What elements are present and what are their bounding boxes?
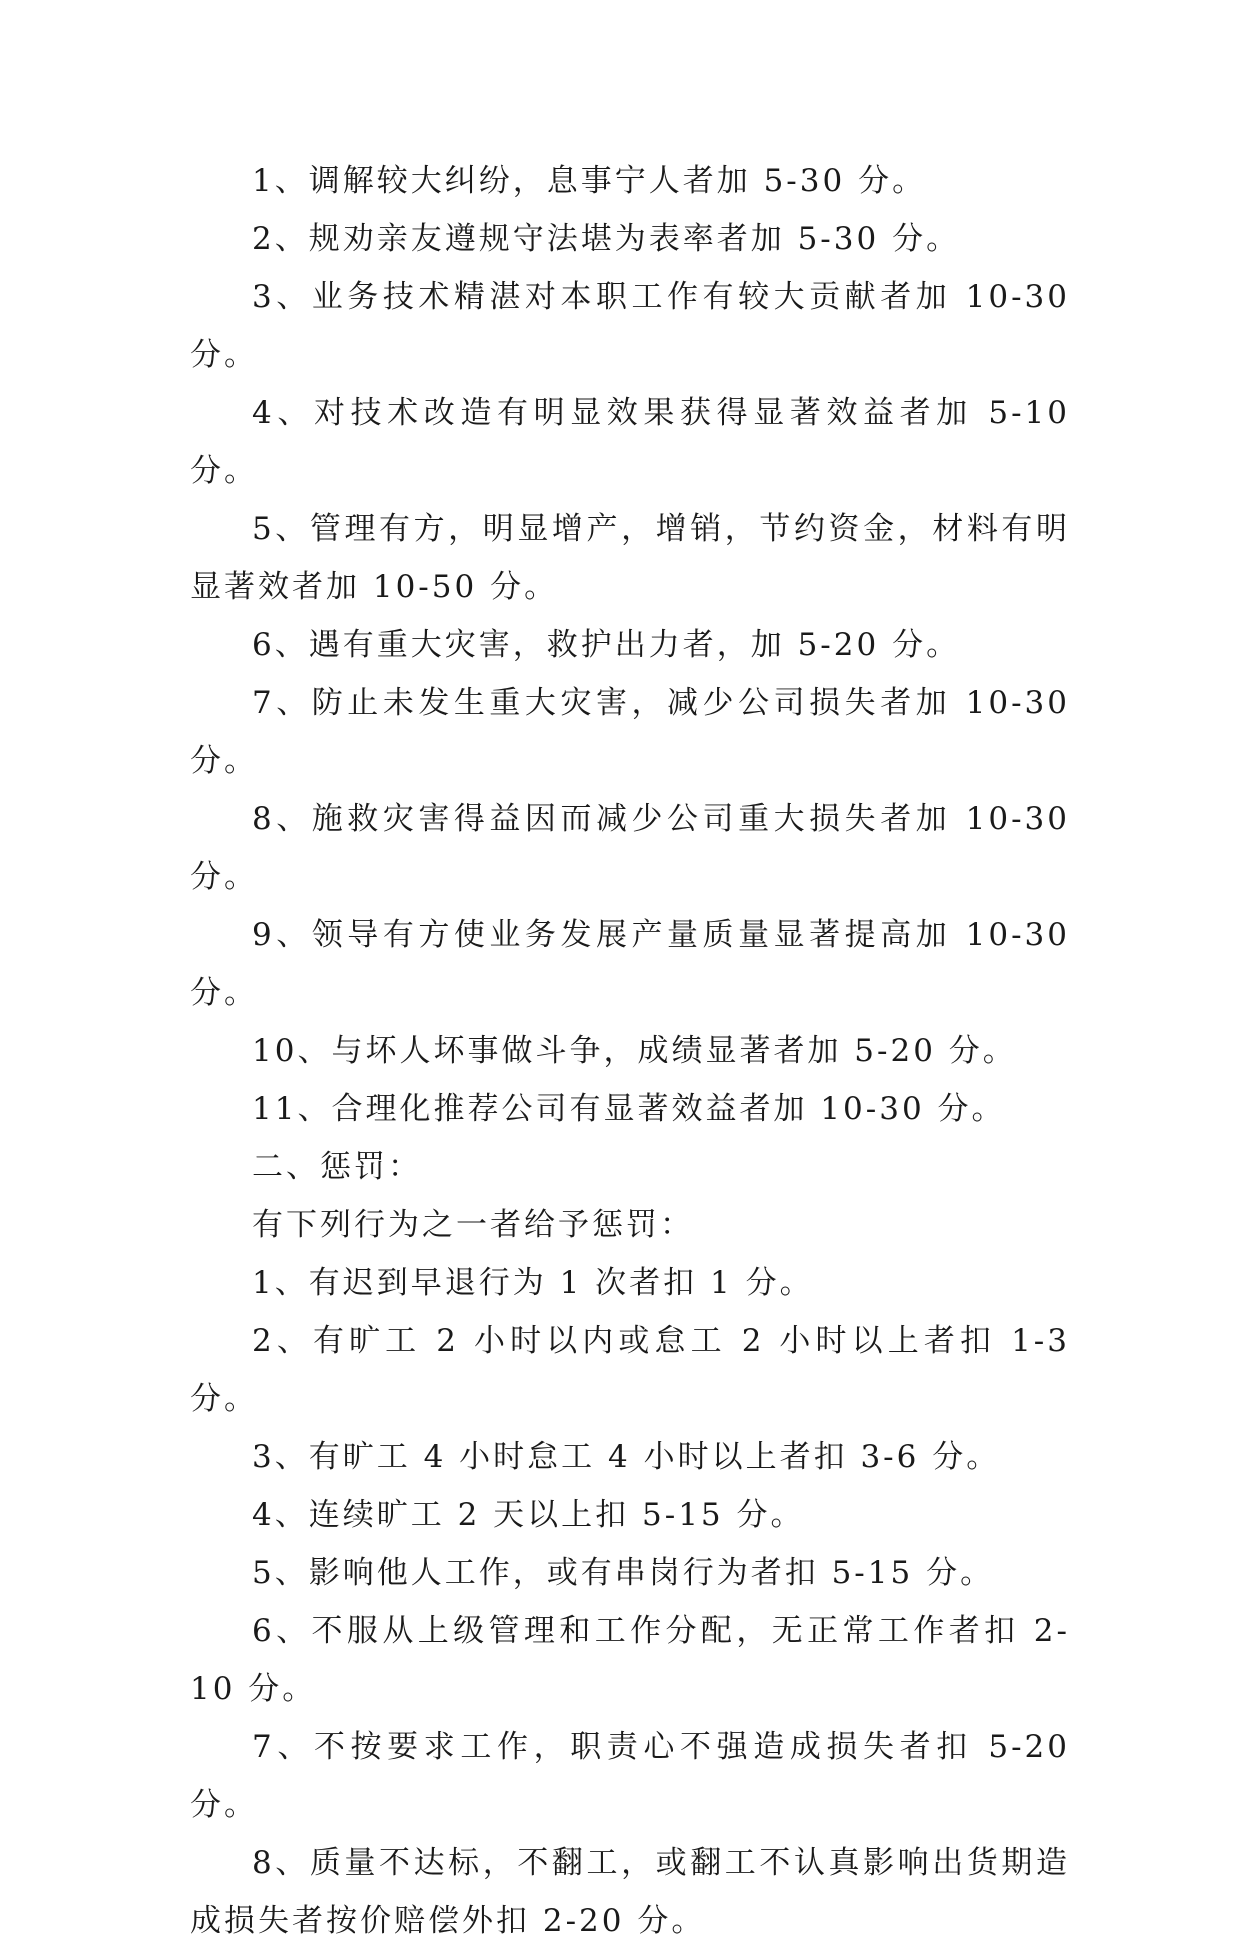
reward-item-9: 9、领导有方使业务发展产量质量显著提高加 10-30 分。 (190, 917, 1070, 1011)
section-heading-penalty: 二、惩罚： (252, 1149, 422, 1185)
reward-item-6: 6、遇有重大灾害，救护出力者，加 5-20 分。 (252, 627, 961, 663)
reward-item-1: 1、调解较大纠纷，息事宁人者加 5-30 分。 (252, 163, 927, 199)
penalty-item-2: 2、有旷工 2 小时以内或怠工 2 小时以上者扣 1-3 分。 (190, 1323, 1070, 1417)
reward-item-3: 3、业务技术精湛对本职工作有较大贡献者加 10-30 分。 (190, 279, 1070, 373)
penalty-item-8: 8、质量不达标，不翻工，或翻工不认真影响出货期造成损失者按价赔偿外扣 2-20 分。 (190, 1845, 1070, 1939)
reward-item-7: 7、防止未发生重大灾害，减少公司损失者加 10-30 分。 (190, 685, 1070, 779)
reward-item-2: 2、规劝亲友遵规守法堪为表率者加 5-30 分。 (252, 221, 961, 257)
reward-item-10: 10、与坏人坏事做斗争，成绩显著者加 5-20 分。 (252, 1033, 1017, 1069)
penalty-item-3: 3、有旷工 4 小时怠工 4 小时以上者扣 3-6 分。 (252, 1439, 1001, 1475)
penalty-item-1: 1、有迟到早退行为 1 次者扣 1 分。 (252, 1265, 814, 1301)
penalty-item-5: 5、影响他人工作，或有串岗行为者扣 5-15 分。 (252, 1555, 995, 1591)
document-body (190, 152, 1070, 1950)
reward-item-8: 8、施救灾害得益因而减少公司重大损失者加 10-30 分。 (190, 801, 1070, 895)
reward-item-5: 5、管理有方，明显增产，增销，节约资金，材料有明显著效者加 10-50 分。 (190, 511, 1070, 605)
reward-item-4: 4、对技术改造有明显效果获得显著效益者加 5-10 分。 (190, 395, 1070, 489)
penalty-item-6: 6、不服从上级管理和工作分配，无正常工作者扣 2-10 分。 (190, 1613, 1070, 1707)
penalty-item-4: 4、连续旷工 2 天以上扣 5-15 分。 (252, 1497, 805, 1533)
penalty-intro: 有下列行为之一者给予惩罚： (252, 1207, 694, 1243)
reward-item-11: 11、合理化推荐公司有显著效益者加 10-30 分。 (252, 1091, 1006, 1127)
penalty-item-7: 7、不按要求工作，职责心不强造成损失者扣 5-20 分。 (190, 1729, 1070, 1823)
